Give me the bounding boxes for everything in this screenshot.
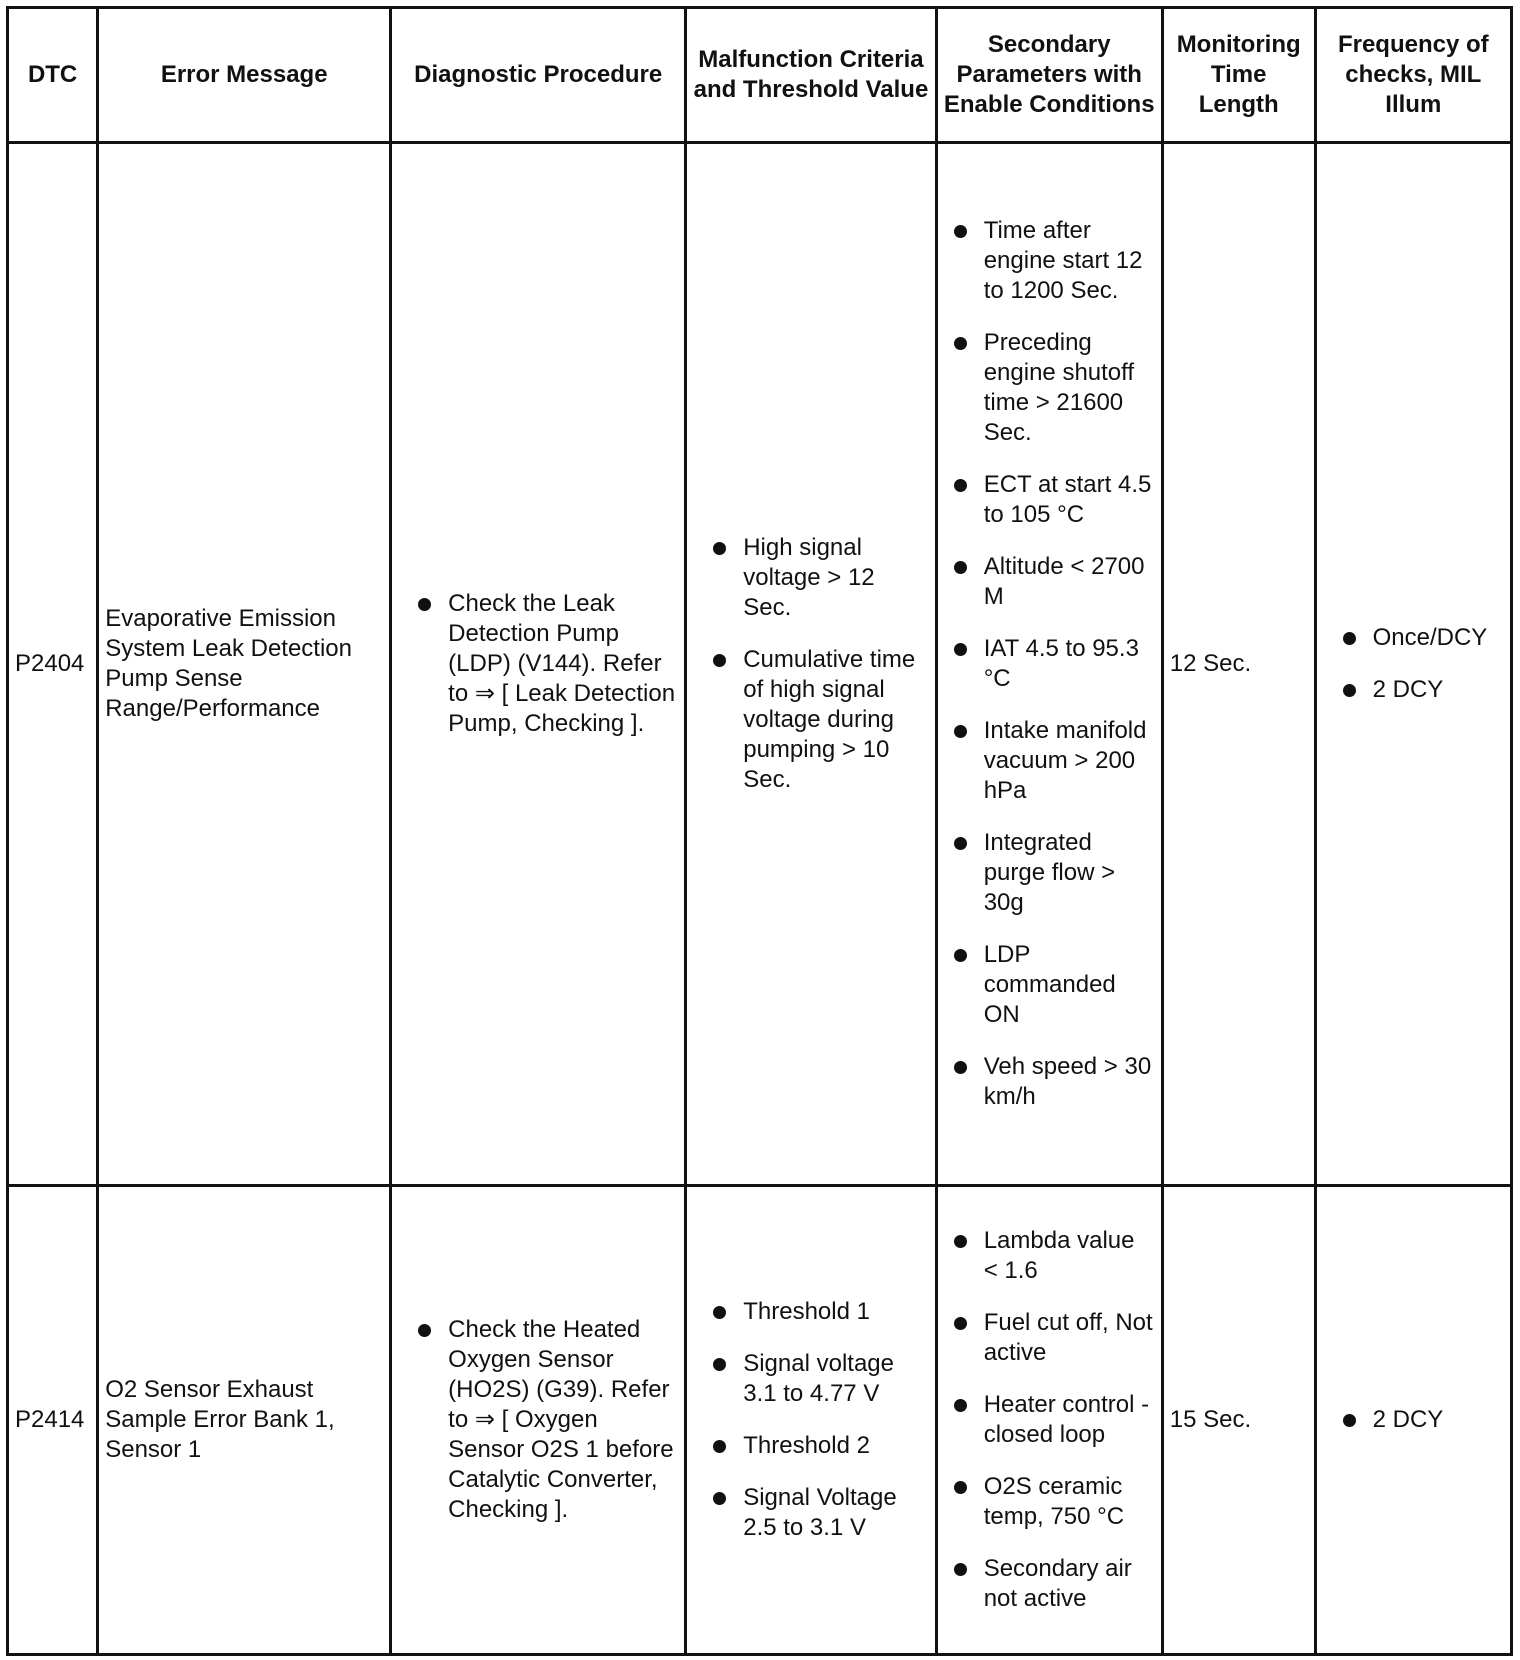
monitoring-time: 15 Sec.: [1162, 1186, 1315, 1655]
header-secondary-parameters: Secondary Parameters with Enable Conditions: [936, 8, 1162, 143]
malfunction-criteria: [686, 143, 936, 1186]
frequency-item: 2 DCY: [1323, 1405, 1504, 1435]
criteria-item: Cumulative time of high signal voltage during pumping > 10 Sec.: [693, 645, 928, 795]
header-monitoring-time: Monitoring Time Length: [1162, 8, 1315, 143]
criteria-item: Signal voltage 3.1 to 4.77 V: [693, 1349, 928, 1409]
frequency: [1315, 1186, 1511, 1655]
header-error-message: Error Message: [98, 8, 391, 143]
table-row: [8, 143, 1512, 1186]
diagnostic-procedure: [391, 1186, 686, 1655]
parameter-item: Fuel cut off, Not active: [944, 1308, 1155, 1368]
secondary-parameters: [936, 1186, 1162, 1655]
monitoring-time: 12 Sec.: [1162, 143, 1315, 1186]
parameter-item: Secondary air not active: [944, 1554, 1155, 1614]
criteria-item: High signal voltage > 12 Sec.: [693, 533, 928, 623]
parameter-item: Integrated purge flow > 30g: [944, 828, 1155, 918]
parameter-item: LDP commanded ON: [944, 940, 1155, 1030]
parameter-item: Veh speed > 30 km/h: [944, 1052, 1155, 1112]
dtc-code: P2414: [8, 1186, 98, 1655]
frequency: [1315, 143, 1511, 1186]
header-malfunction-criteria: Malfunction Criteria and Threshold Value: [686, 8, 936, 143]
parameter-item: Preceding engine shutoff time > 21600 Sec.: [944, 328, 1155, 448]
parameter-item: Intake manifold vacuum > 200 hPa: [944, 716, 1155, 806]
parameter-item: Lambda value < 1.6: [944, 1226, 1155, 1286]
parameter-item: Altitude < 2700 M: [944, 552, 1155, 612]
criteria-item: Signal Voltage 2.5 to 3.1 V: [693, 1483, 928, 1543]
error-message: O2 Sensor Exhaust Sample Error Bank 1, Sensor 1: [98, 1186, 391, 1655]
parameter-item: IAT 4.5 to 95.3 °C: [944, 634, 1155, 694]
malfunction-criteria: [686, 1186, 936, 1655]
criteria-item: Threshold 1: [693, 1297, 928, 1327]
dtc-table: [6, 6, 1513, 1656]
header-row: [8, 8, 1512, 143]
header-dtc: DTC: [8, 8, 98, 143]
parameter-item: ECT at start 4.5 to 105 °C: [944, 470, 1155, 530]
parameter-item: Heater control - closed loop: [944, 1390, 1155, 1450]
header-frequency: Frequency of checks, MIL Illum: [1315, 8, 1511, 143]
dtc-code: P2404: [8, 143, 98, 1186]
frequency-item: 2 DCY: [1323, 675, 1504, 705]
table-row: [8, 1186, 1512, 1655]
secondary-parameters: [936, 143, 1162, 1186]
diagnostic-procedure: [391, 143, 686, 1186]
procedure-item: Check the Leak Detection Pump (LDP) (V144). Refer to ⇒ [ Leak Detection Pump, Checking ].: [398, 589, 678, 739]
frequency-item: Once/DCY: [1323, 623, 1504, 653]
error-message: Evaporative Emission System Leak Detection Pump Sense Range/Performance: [98, 143, 391, 1186]
parameter-item: O2S ceramic temp, 750 °C: [944, 1472, 1155, 1532]
parameter-item: Time after engine start 12 to 1200 Sec.: [944, 216, 1155, 306]
header-diagnostic-procedure: Diagnostic Procedure: [391, 8, 686, 143]
procedure-item: Check the Heated Oxygen Sensor (HO2S) (G39). Refer to ⇒ [ Oxygen Sensor O2S 1 before Catalytic Converter, Checking ].: [398, 1315, 678, 1525]
criteria-item: Threshold 2: [693, 1431, 928, 1461]
